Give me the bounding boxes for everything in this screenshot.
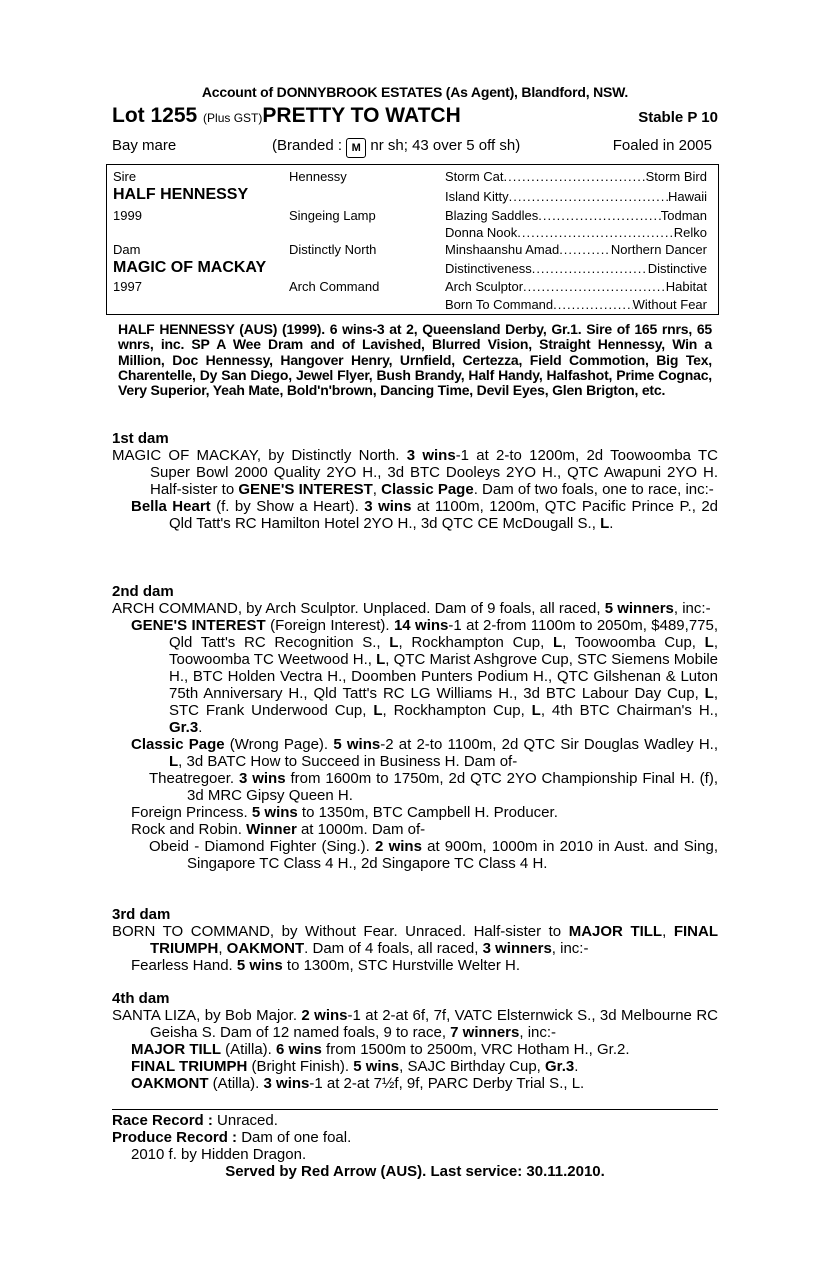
- dam-sire: Distinctly North: [289, 242, 377, 257]
- produce-record: Produce Record : Dam of one foal.: [112, 1129, 352, 1146]
- lot-line: [112, 104, 718, 130]
- section-heading: 1st dam: [112, 430, 169, 447]
- third-dam-section: [112, 906, 718, 974]
- dam-label: Dam: [113, 242, 141, 257]
- dam-dam: Arch Command: [289, 279, 380, 294]
- records-section: [112, 1112, 718, 1180]
- foal-entry: GENE'S INTEREST (Foreign Interest). 14 wins-1 at 2-from 1100m to 2050m, $489,775, Qld Tatt's RC Recognition S., L, Rockhampton Cup, L, Toowoomba Cup, L, Toowoomba TC Weetwood H., L, QTC Marist Ashgrove Cup, STC Siemens Mobile H., BTC Holden Vectra H., Doomben Punters Podium H., QTC Gilshenan & Luton 75th Anniversary H., Qld Tatt's RC LG Williams H., 3d BTC Labour Day Cup, L, STC Frank Underwood Cup, L, Rockhampton Cup, L, 4th BTC Chairman's H., Gr.3.: [131, 617, 719, 736]
- vendor-account: Account of DONNYBROOK ESTATES (As Agent), Blandford, NSW.: [201, 84, 629, 100]
- dam-paragraph: ARCH COMMAND, by Arch Sculptor. Unplaced. Dam of 9 foals, all raced, 5 winners, inc:-: [112, 600, 711, 617]
- produce-foal: 2010 f. by Hidden Dragon.: [131, 1146, 307, 1163]
- sire-name: HALF HENNESSY: [113, 186, 249, 203]
- foal-entry: FINAL TRIUMPH (Bright Finish). 5 wins, SAJC Birthday Cup, Gr.3.: [131, 1058, 579, 1075]
- service-note: Served by Red Arrow (AUS). Last service: 30.11.2010.: [225, 1163, 605, 1180]
- lot-number: Lot 1255: [112, 104, 198, 127]
- ancestor-row: Born To Command ..... Without Fear: [445, 297, 707, 312]
- foal-entry: Foreign Princess. 5 wins to 1350m, BTC Campbell H. Producer.: [131, 804, 558, 821]
- dam-name: MAGIC OF MACKAY: [113, 259, 267, 276]
- divider: [112, 1109, 718, 1110]
- pedigree-table: [106, 164, 719, 315]
- ancestor-row: Blazing Saddles ..... Todman: [445, 208, 707, 223]
- ancestor-row: Donna Nook ..... Relko: [445, 225, 707, 240]
- foal-entry: Bella Heart (f. by Show a Heart). 3 wins at 1100m, 1200m, QTC Pacific Prince P., 2d Qld Tatt's RC Hamilton Hotel 2YO H., 3d QTC CE McDougall S., L.: [131, 498, 718, 532]
- brand-mark-icon: M: [346, 138, 366, 158]
- first-dam-section: [112, 430, 718, 532]
- dam-paragraph: MAGIC OF MACKAY, by Distinctly North. 3 wins-1 at 2-to 1200m, 2d Toowoomba TC Super Bowl 2000 Quality 2YO H., 3d BTC Dooleys 2YO H., QTC Awapuni 2YO H. Half-sister to GENE'S INTEREST, Classic Page. Dam of two foals, one to race, inc:-: [112, 447, 718, 498]
- foal-entry: MAJOR TILL (Atilla). 6 wins from 1500m to 2500m, VRC Hotham H., Gr.2.: [131, 1041, 630, 1058]
- grandfoal-entry: Obeid - Diamond Fighter (Sing.). 2 wins at 900m, 1000m in 2010 in Aust. and Sing, Singapore TC Class 4 H., 2d Singapore TC Class 4 H.: [149, 838, 718, 872]
- fourth-dam-section: [112, 990, 718, 1092]
- stable-number: Stable P 10: [638, 109, 718, 126]
- dam-paragraph: SANTA LIZA, by Bob Major. 2 wins-1 at 2-at 6f, 7f, VATC Elsternwick S., 3d Melbourne RC Geisha S. Dam of 12 named foals, 9 to race, 7 winners, inc:-: [112, 1007, 718, 1041]
- section-heading: 4th dam: [112, 990, 170, 1007]
- section-heading: 2nd dam: [112, 583, 174, 600]
- dam-year: 1997: [113, 279, 142, 294]
- ancestor-row: Storm Cat ..... Storm Bird: [445, 169, 707, 184]
- grandfoal-entry: Theatregoer. 3 wins from 1600m to 1750m, 2d QTC 2YO Championship Final H. (f), 3d MRC Gipsy Queen H.: [149, 770, 718, 804]
- dam-paragraph: BORN TO COMMAND, by Without Fear. Unraced. Half-sister to MAJOR TILL, FINAL TRIUMPH, OAKMONT. Dam of 4 foals, all raced, 3 winners, inc:-: [112, 923, 719, 957]
- sire-label: Sire: [113, 169, 137, 184]
- colour-sex: Bay mare: [112, 137, 177, 154]
- gst-note: (Plus GST): [203, 111, 263, 125]
- ancestor-row: Arch Sculptor ..... Habitat: [445, 279, 707, 294]
- second-dam-section: [112, 583, 718, 872]
- foal-entry: Fearless Hand. 5 wins to 1300m, STC Hurstville Welter H.: [131, 957, 521, 974]
- section-heading: 3rd dam: [112, 906, 171, 923]
- brand-suffix: nr sh; 43 over 5 off sh): [370, 137, 521, 154]
- race-record: Race Record : Unraced.: [112, 1112, 278, 1129]
- foal-entry: Classic Page (Wrong Page). 5 wins-2 at 2-to 1100m, 2d QTC Sir Douglas Wadley H., L, 3d BATC How to Succeed in Business H. Dam of-: [131, 736, 718, 770]
- horse-name: PRETTY TO WATCH: [262, 104, 461, 127]
- ancestor-row: Minshaanshu Amad ..... Northern Dancer: [445, 242, 707, 257]
- foal-entry: OAKMONT (Atilla). 3 wins-1 at 2-at 7½f, 9f, PARC Derby Trial S., L.: [131, 1075, 585, 1092]
- foal-entry: Rock and Robin. Winner at 1000m. Dam of-: [131, 821, 426, 838]
- sire-year: 1999: [113, 208, 142, 223]
- horse-details: [112, 137, 718, 157]
- sire-summary: HALF HENNESSY (AUS) (1999). 6 wins-3 at 2, Queensland Derby, Gr.1. Sire of 165 rnrs, 65 wnrs, inc. SP A Wee Dram and of Lavished, Blurred Vision, Straight Hennessy, Win a Million, Doc Hennessy, Hangover Henry, Urnfield, Certezza, Field Commotion, Big Tex, Charentelle, Dy San Diego, Jewel Flyer, Bush Brandy, Half Handy, Halfashot, Prime Cognac, Very Superior, Yeah Mate, Bold'n'brown, Dancing Time, Devil Eyes, Glen Brigton, etc.: [118, 321, 712, 399]
- ancestor-row: Island Kitty ..... Hawaii: [445, 189, 707, 204]
- ancestor-row: Distinctiveness ..... Distinctive: [445, 261, 707, 276]
- foaled-year: Foaled in 2005: [612, 137, 712, 154]
- brand-prefix: (Branded :: [272, 137, 343, 154]
- lot-heading: [112, 104, 461, 128]
- sire-sire: Hennessy: [289, 169, 347, 184]
- brand-info: [272, 137, 520, 158]
- sire-dam: Singeing Lamp: [289, 208, 376, 223]
